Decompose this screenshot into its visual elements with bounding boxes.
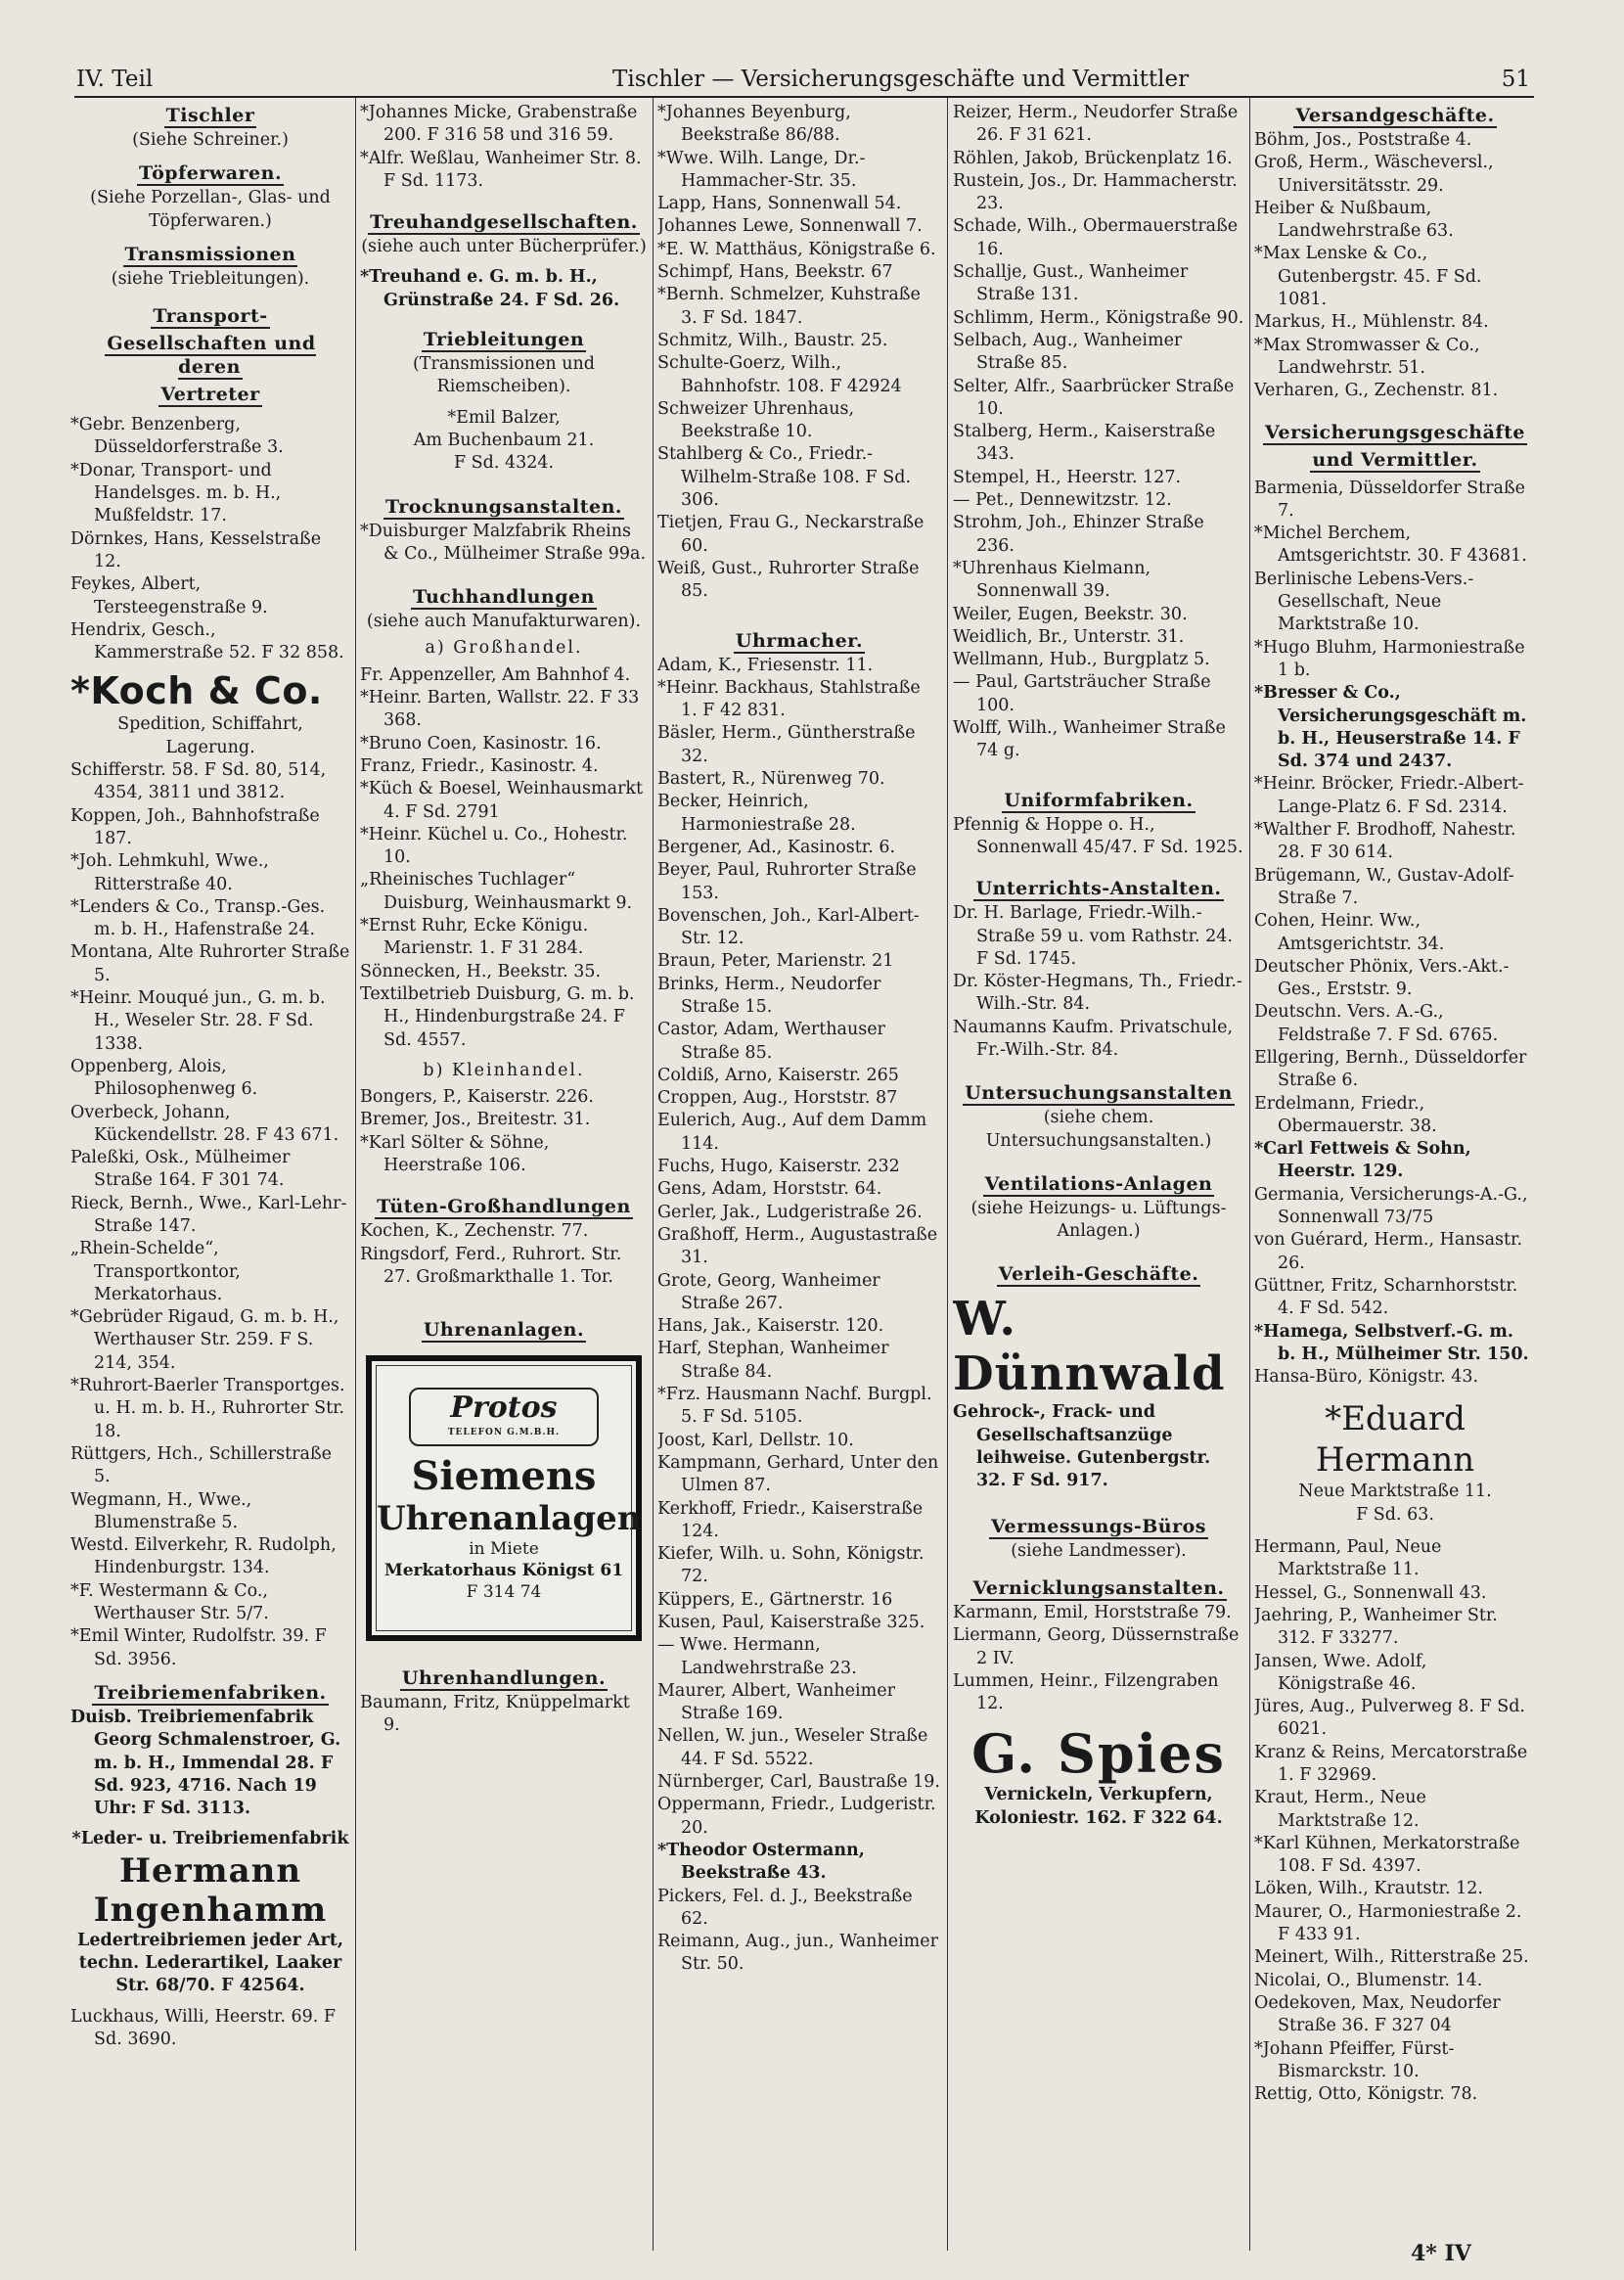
section-note: (siehe chem. Untersuchungsanstalten.) — [985, 1108, 1212, 1151]
list-entry: Harf, Stephan, Wanheimer Straße 84. — [657, 1339, 889, 1382]
section-heading: Tüten-Großhandlungen — [377, 1196, 631, 1218]
list-entry: Braun, Peter, Marienstr. 21 — [657, 951, 894, 972]
ad-line: Vernickeln, Verkupfern, Koloniestr. 162. F 322 64. — [974, 1785, 1223, 1828]
logo-subtext: TELEFON G.M.B.H. — [447, 1428, 561, 1438]
list-entry: Erdelmann, Friedr., Obermauerstr. 38. — [1254, 1093, 1437, 1136]
list-entry: *Max Lenske & Co., Gutenbergstr. 45. F Sd. 1081. — [1254, 244, 1482, 310]
list-entry: *Heinr. Mouqué jun., G. m. b. H., Weseler Str. 28. F Sd. 1338. — [70, 988, 326, 1054]
list-entry: *Bruno Coen, Kasinostr. 16. — [360, 733, 602, 753]
list-entry: Kraut, Herm., Neue Marktstraße 12. — [1254, 1788, 1426, 1831]
list-entry: Oedekoven, Max, Neudorfer Straße 36. F 327 04 — [1254, 1992, 1501, 2036]
list-entry: Graßhoff, Herm., Augustastraße 31. — [657, 1224, 938, 1268]
column-divider — [1249, 98, 1250, 2251]
list-entry: Schulte-Goerz, Wilh., Bahnhofstr. 108. F 42924 — [657, 353, 902, 396]
list-entry: *Duisburger Malzfabrik Rheins & Co., Mülheimer Straße 99a. — [360, 521, 647, 564]
list-entry: *Treuhand e. G. m. b. H., Grünstraße 24. F Sd. 26. — [360, 267, 620, 310]
column-2 — [360, 102, 648, 2245]
list-entry: Hans, Jak., Kaiserstr. 120. — [657, 1316, 884, 1337]
list-entry: Lummen, Heinr., Filzengraben 12. — [953, 1670, 1219, 1714]
list-entry: Maurer, O., Harmoniestraße 2. F 433 91. — [1254, 1901, 1522, 1945]
list-entry: Böhm, Jos., Poststraße 4. — [1254, 130, 1472, 150]
list-entry: Jaehring, P., Wanheimer Str. 312. F 33277. — [1254, 1605, 1498, 1649]
list-entry: Selbach, Aug., Wanheimer Straße 85. — [953, 330, 1183, 374]
ad-brand: Siemens — [411, 1453, 597, 1500]
section-heading: Uhrenhandlungen. — [401, 1667, 607, 1690]
list-entry: „Rhein-Schelde“, Transportkontor, Merkatorhaus. — [70, 1239, 241, 1304]
list-entry: Reizer, Herm., Neudorfer Straße 26. F 31 621. — [953, 103, 1239, 146]
list-entry: Germania, Versicherungs-A.-G., Sonnenwall 73/75 — [1254, 1184, 1528, 1228]
ad-frame — [376, 1365, 642, 1631]
list-entry: *Michel Berchem, Amtsgerichtstr. 30. F 43681. — [1254, 524, 1527, 567]
section-heading: Trocknungsanstalten. — [384, 495, 623, 518]
list-entry: Schimpf, Hans, Beekstr. 67 — [657, 262, 893, 283]
list-entry: Rieck, Bernh., Wwe., Karl-Lehr-Straße 147. — [70, 1193, 347, 1236]
section-heading: Unterrichts-Anstalten. — [975, 878, 1222, 900]
list-entry: Brügemann, W., Gustav-Adolf-Straße 7. — [1254, 865, 1514, 908]
list-entry: Franz, Friedr., Kasinostr. 4. — [360, 755, 599, 776]
list-entry: *Emil Balzer, — [447, 407, 561, 428]
list-entry: Berlinische Lebens-Vers.-Gesellschaft, Neue Marktstraße 10. — [1254, 569, 1474, 635]
section-heading: Uhrmacher. — [735, 629, 864, 652]
list-entry: Tietjen, Frau G., Neckarstraße 60. — [657, 513, 925, 556]
list-entry: F Sd. 4324. — [453, 453, 555, 474]
list-entry: Gerler, Jak., Ludgeristraße 26. — [657, 1202, 923, 1222]
list-entry: Johannes Lewe, Sonnenwall 7. — [657, 216, 923, 237]
list-entry: Stahlberg & Co., Friedr.-Wilhelm-Straße 108. F Sd. 306. — [657, 444, 912, 511]
list-entry: Stalberg, Herm., Kaiserstraße 343. — [953, 422, 1216, 465]
ad-line: Ledertreibriemen jeder Art, techn. Lederartikel, Laaker Str. 68/70. F 42564. — [77, 1930, 343, 1996]
advertiser-name: W. Dünnwald — [953, 1292, 1226, 1402]
section-heading: Vertreter — [160, 384, 260, 406]
section-heading: Uhrenanlagen. — [423, 1319, 585, 1342]
ad-product: Uhrenanlagen — [377, 1499, 642, 1539]
list-entry: Verharen, G., Zechenstr. 81. — [1254, 381, 1499, 401]
section-heading: Untersuchungsanstalten — [965, 1082, 1233, 1105]
section-heading: Tuchhandlungen — [413, 586, 595, 609]
list-entry: Naumanns Kaufm. Privatschule, Fr.-Wilh.-Str. 84. — [953, 1017, 1234, 1060]
section-heading: Transport- — [153, 305, 268, 328]
list-entry: Kerkhoff, Friedr., Kaiserstraße 124. — [657, 1498, 924, 1541]
list-entry: Weiß, Gust., Ruhrorter Straße 85. — [657, 558, 920, 602]
list-entry: Pfennig & Hoppe o. H., Sonnenwall 45/47. F Sd. 1925. — [953, 814, 1243, 857]
list-entry: Oppenberg, Alois, Philosophenweg 6. — [70, 1056, 258, 1100]
section-heading: Versandgeschäfte. — [1295, 105, 1495, 126]
list-entry: Maurer, Albert, Wanheimer Straße 169. — [657, 1680, 895, 1724]
list-entry: Küppers, E., Gärtnerstr. 16 — [657, 1589, 893, 1610]
list-entry: Sönnecken, H., Beekstr. 35. — [360, 961, 602, 981]
list-entry: Reimann, Aug., jun., Wanheimer Str. 50. — [657, 1932, 938, 1975]
list-entry: *Karl Kühnen, Merkatorstraße 108. F Sd. 4397. — [1254, 1833, 1520, 1877]
list-entry: *Johannes Beyenburg, Beekstraße 86/88. — [657, 103, 851, 146]
column-4 — [953, 102, 1244, 2245]
list-entry: *Hamega, Selbstverf.-G. m. b. H., Mülheimer Str. 150. — [1254, 1321, 1529, 1364]
ad-line: in Miete — [469, 1539, 539, 1560]
advertiser-name: Hermann Ingenhamm — [93, 1850, 328, 1930]
section-heading: und Vermittler. — [1312, 448, 1478, 471]
list-entry: *E. W. Matthäus, Königstraße 6. — [657, 239, 936, 259]
subsection-heading: b) Kleinhandel. — [423, 1060, 585, 1080]
list-entry: Rüttgers, Hch., Schillerstraße 5. — [70, 1443, 332, 1487]
header-title: Tischler — Versicherungsgeschäfte und Vermittler — [612, 67, 1190, 92]
column-divider — [355, 98, 356, 2251]
list-entry: Paleßki, Osk., Mülheimer Straße 164. F 301 74. — [70, 1148, 291, 1191]
ad-line: Merkatorhaus Königst 61 — [383, 1561, 624, 1581]
list-entry: Bongers, P., Kaiserstr. 226. — [360, 1087, 594, 1108]
list-entry: — Paul, Gartsträucher Straße 100. — [953, 672, 1211, 715]
list-entry: Wellmann, Hub., Burgplatz 5. — [953, 650, 1210, 670]
list-entry: Coldiß, Arno, Kaiserstr. 265 — [657, 1065, 899, 1085]
list-entry: *Gebr. Benzenberg, Düsseldorferstraße 3. — [70, 415, 284, 458]
list-entry: Kampmann, Gerhard, Unter den Ulmen 87. — [657, 1452, 939, 1496]
section-heading: Versicherungsgeschäfte — [1265, 421, 1525, 443]
list-entry: Nicolai, O., Blumenstr. 14. — [1254, 1970, 1483, 1990]
section-note: (siehe Heizungs- u. Lüftungs-Anlagen.) — [970, 1198, 1227, 1242]
ad-line: Neue Marktstraße 11. — [1298, 1482, 1492, 1502]
list-entry: Markus, H., Mühlenstr. 84. — [1254, 312, 1489, 333]
list-entry: *F. Westermann & Co., Werthauser Str. 5/7. — [70, 1580, 269, 1624]
column-divider — [947, 98, 948, 2251]
list-entry: Hendrix, Gesch., Kammerstraße 52. F 32 858. — [70, 619, 344, 663]
page-number: 51 — [1501, 67, 1530, 92]
page-footer: 4* IV — [1411, 2241, 1471, 2266]
list-entry: *Walther F. Brodhoff, Nahestr. 28. F 30 614. — [1254, 820, 1516, 863]
list-entry: Barmenia, Düsseldorfer Straße 7. — [1254, 478, 1525, 521]
list-entry: Cohen, Heinr. Ww., Amtsgerichtstr. 34. — [1254, 911, 1445, 954]
section-heading: Verleih-Geschäfte. — [998, 1263, 1199, 1286]
list-entry: Castor, Adam, Werthauser Straße 85. — [657, 1020, 885, 1063]
siemens-advertisement — [366, 1355, 642, 1641]
list-entry: Textilbetrieb Duisburg, G. m. b. H., Hindenburgstraße 24. F Sd. 4557. — [360, 983, 635, 1050]
list-entry: Hermann, Paul, Neue Marktstraße 11. — [1254, 1537, 1442, 1580]
list-entry: Rettig, Otto, Königstr. 78. — [1254, 2084, 1478, 2105]
list-entry: *Gebrüder Rigaud, G. m. b. H., Werthauser Str. 259. F S. 214, 354. — [70, 1307, 339, 1373]
ad-line: *Leder- u. Treibriemenfabrik — [71, 1829, 349, 1849]
section-heading: Vermessungs-Büros — [991, 1515, 1206, 1537]
list-entry: Löken, Wilh., Krautstr. 12. — [1254, 1879, 1483, 1899]
list-entry: *Uhrenhaus Kielmann, Sonnenwall 39. — [953, 558, 1151, 602]
list-entry: Dr. H. Barlage, Friedr.-Wilh.-Straße 59 u. vom Rathstr. 24. F Sd. 1745. — [953, 903, 1233, 969]
section-note: (Siehe Porzellan-, Glas- und Töpferwaren.) — [90, 188, 331, 231]
list-entry: *Wwe. Wilh. Lange, Dr.-Hammacher-Str. 35. — [657, 148, 866, 191]
list-entry: Eulerich, Aug., Auf dem Damm 114. — [657, 1111, 927, 1154]
list-entry: Meinert, Wilh., Ritterstraße 25. — [1254, 1947, 1529, 1968]
list-entry: *Carl Fettweis & Sohn, Heerstr. 129. — [1254, 1139, 1471, 1182]
section-note: (siehe auch unter Bücherprüfer.) — [361, 237, 647, 257]
list-entry: Bremer, Jos., Breitestr. 31. — [360, 1110, 591, 1130]
list-entry: Fr. Appenzeller, Am Bahnhof 4. — [360, 664, 631, 685]
list-entry: *Donar, Transport- und Handelsges. m. b. H., Mußfeldstr. 17. — [70, 460, 282, 526]
list-entry: Deutschn. Vers. A.-G., Feldstraße 7. F Sd. 6765. — [1254, 1002, 1499, 1045]
list-entry: *Max Stromwasser & Co., Landwehrstr. 51. — [1254, 335, 1480, 378]
section-heading: Treibriemenfabriken. — [94, 1681, 327, 1704]
list-entry: Schallje, Gust., Wanheimer Straße 131. — [953, 262, 1189, 305]
header-part: IV. Teil — [76, 67, 154, 92]
list-entry: Röhlen, Jakob, Brückenplatz 16. — [953, 148, 1233, 168]
list-entry: Stempel, H., Heerstr. 127. — [953, 467, 1182, 487]
list-entry: Becker, Heinrich, Harmoniestraße 28. — [657, 792, 856, 835]
list-entry: Liermann, Georg, Düssernstraße 2 IV. — [953, 1625, 1240, 1668]
list-entry: Güttner, Fritz, Scharnhorststr. 4. F Sd. 542. — [1254, 1275, 1518, 1319]
list-entry: von Guérard, Herm., Hansastr. 26. — [1254, 1230, 1523, 1273]
list-entry: *Küch & Boesel, Weinhausmarkt 4. F Sd. 2791 — [360, 779, 644, 822]
list-entry: Bäsler, Herm., Güntherstraße 32. — [657, 723, 916, 766]
list-entry: Grote, Georg, Wanheimer Straße 267. — [657, 1270, 880, 1313]
list-entry: Schmitz, Wilh., Baustr. 25. — [657, 330, 888, 350]
list-entry: *Alfr. Weßlau, Wanheimer Str. 8. F Sd. 1173. — [360, 148, 642, 191]
list-entry: Karmann, Emil, Horststraße 79. — [953, 1602, 1232, 1622]
section-heading: Vernicklungsanstalten. — [972, 1576, 1225, 1599]
list-entry: Deutscher Phönix, Vers.-Akt.-Ges., Erststr. 9. — [1254, 956, 1510, 1000]
ad-line: F 314 74 — [466, 1582, 542, 1603]
advertiser-name: *Koch & Co. — [70, 669, 323, 713]
list-entry: Nürnberger, Carl, Baustraße 19. — [657, 1772, 940, 1793]
column-3 — [657, 102, 941, 2245]
section-heading: Transmissionen — [124, 243, 296, 265]
list-entry: — Pet., Dennewitzstr. 12. — [953, 490, 1172, 511]
ad-line: Spedition, Schiffahrt, — [117, 714, 303, 735]
list-entry: Feykes, Albert, Tersteegenstraße 9. — [70, 574, 268, 617]
section-heading: Tischler — [165, 105, 255, 126]
list-entry: *Heinr. Küchel u. Co., Hohestr. 10. — [360, 824, 628, 868]
list-entry: Westd. Eilverkehr, R. Rudolph, Hindenburgstr. 134. — [70, 1535, 337, 1578]
list-entry: Heiber & Nußbaum, Landwehrstraße 63. — [1254, 198, 1454, 242]
list-entry: Croppen, Aug., Horststr. 87 — [657, 1088, 898, 1109]
list-entry: Nellen, W. jun., Weseler Straße 44. F Sd. 5522. — [657, 1726, 928, 1769]
list-entry: Oppermann, Friedr., Ludgeristr. 20. — [657, 1795, 936, 1838]
list-entry: Dr. Köster-Hegmans, Th., Friedr.-Wilh.-Str. 84. — [953, 972, 1242, 1015]
section-note: (Transmissionen und Riemscheiben). — [412, 354, 596, 397]
list-entry: *Johann Pfeiffer, Fürst-Bismarckstr. 10. — [1254, 2038, 1455, 2081]
list-entry: *Heinr. Barten, Wallstr. 22. F 33 368. — [360, 688, 640, 731]
list-entry: Jansen, Wwe. Adolf, Königstraße 46. — [1254, 1651, 1427, 1694]
list-entry: Wolff, Wilh., Wanheimer Straße 74 g. — [953, 718, 1226, 761]
list-entry: Koppen, Joh., Bahnhofstraße 187. — [70, 805, 320, 848]
list-entry: Hansa-Büro, Königstr. 43. — [1254, 1367, 1479, 1388]
list-entry: *Emil Winter, Rudolfstr. 39. F Sd. 3956. — [70, 1626, 327, 1669]
ad-line: F Sd. 63. — [1356, 1504, 1434, 1525]
advertiser-name: *Eduard Hermann — [1315, 1399, 1475, 1481]
list-entry: *Heinr. Bröcker, Friedr.-Albert-Lange-Platz 6. F Sd. 2314. — [1254, 774, 1524, 817]
section-note: (siehe Triebleitungen). — [111, 268, 310, 289]
header-rule — [74, 96, 1534, 98]
list-entry: Brinks, Herm., Neudorfer Straße 15. — [657, 974, 881, 1017]
list-entry: Baumann, Fritz, Knüppelmarkt 9. — [360, 1693, 630, 1736]
protos-logo — [409, 1388, 599, 1446]
subsection-heading: a) Großhandel. — [425, 638, 583, 659]
list-entry: „Rheinisches Tuchlager“ Duisburg, Weinhausmarkt 9. — [360, 870, 633, 913]
advertiser-name: G. Spies — [971, 1722, 1226, 1786]
list-entry: Bovenschen, Joh., Karl-Albert-Str. 12. — [657, 905, 920, 949]
list-entry: Schifferstr. 58. F Sd. 80, 514, 4354, 3811 und 3812. — [70, 760, 327, 803]
list-entry: Kochen, K., Zechenstr. 77. — [360, 1221, 589, 1242]
list-entry: Duisb. Treibriemenfabrik Georg Schmalenstroer, G. m. b. H., Immendal 28. F Sd. 923, 4716. Nach 19 Uhr: F Sd. 3113. — [70, 1707, 341, 1819]
list-entry: *Lenders & Co., Transp.-Ges. m. b. H., Hafenstraße 24. — [70, 896, 326, 940]
list-entry: Bergener, Ad., Kasinostr. 6. — [657, 837, 896, 857]
list-entry: *Johannes Micke, Grabenstraße 200. F 316 58 und 316 59. — [360, 103, 638, 146]
column-1 — [70, 102, 350, 2245]
list-entry: Luckhaus, Willi, Heerstr. 69. F Sd. 3690. — [70, 2006, 337, 2049]
list-entry: Groß, Herm., Wäscheversl., Universitätsstr. 29. — [1254, 153, 1494, 196]
list-entry: *Heinr. Backhaus, Stahlstraße 1. F 42 831. — [657, 677, 921, 721]
list-entry: Pickers, Fel. d. J., Beekstraße 62. — [657, 1886, 913, 1929]
section-note: (Siehe Schreiner.) — [132, 130, 289, 150]
list-entry: Joost, Karl, Dellstr. 10. — [657, 1430, 854, 1450]
list-entry: Am Buchenbaum 21. — [413, 430, 595, 450]
list-entry: Hessel, G., Sonnenwall 43. — [1254, 1582, 1487, 1603]
section-heading: Uniformfabriken. — [1004, 789, 1194, 811]
section-heading: Treuhandgesellschaften. — [370, 211, 638, 234]
page-header — [76, 65, 1530, 98]
list-entry: Schweizer Uhrenhaus, Beekstraße 10. — [657, 398, 855, 442]
section-heading: Gesellschaften und deren — [107, 333, 316, 379]
list-entry: Schade, Wilh., Obermauerstraße 16. — [953, 216, 1239, 259]
list-entry: *Hugo Bluhm, Harmoniestraße 1 b. — [1254, 637, 1525, 680]
list-entry: Weidlich, Br., Unterstr. 31. — [953, 626, 1185, 647]
list-entry: Jüres, Aug., Pulverweg 8. F Sd. 6021. — [1254, 1697, 1525, 1740]
section-heading: Töpferwaren. — [138, 162, 283, 185]
list-entry: Overbeck, Johann, Kückendellstr. 28. F 43 671. — [70, 1102, 339, 1145]
list-entry: *Theodor Ostermann, Beekstraße 43. — [657, 1840, 865, 1884]
list-entry: Kiefer, Wilh. u. Sohn, Königstr. 72. — [657, 1544, 925, 1587]
list-entry: Ringsdorf, Ferd., Ruhrort. Str. 27. Großmarkthalle 1. Tor. — [360, 1244, 622, 1287]
list-entry: *Bernh. Schmelzer, Kuhstraße 3. F Sd. 1847. — [657, 285, 921, 328]
list-entry: *Frz. Hausmann Nachf. Burgpl. 5. F Sd. 5105. — [657, 1385, 932, 1428]
list-entry: Schlimm, Herm., Königstraße 90. — [953, 307, 1244, 328]
list-entry: Bastert, R., Nürenweg 70. — [657, 769, 885, 790]
list-entry: Dörnkes, Hans, Kesselstraße 12. — [70, 528, 322, 571]
list-entry: *Joh. Lehmkuhl, Wwe., Ritterstraße 40. — [70, 851, 269, 894]
list-entry: Montana, Alte Ruhrorter Straße 5. — [70, 942, 350, 985]
list-entry: Weiler, Eugen, Beekstr. 30. — [953, 604, 1188, 624]
ad-line: Lagerung. — [165, 737, 255, 757]
list-entry: Wegmann, H., Wwe., Blumenstraße 5. — [70, 1489, 252, 1532]
list-entry: *Bresser & Co., Versicherungsgeschäft m. b. H., Heuserstraße 14. F Sd. 374 und 2437. — [1254, 683, 1527, 772]
list-entry: Beyer, Paul, Ruhrorter Straße 153. — [657, 860, 917, 903]
column-divider — [653, 98, 654, 2251]
list-entry: Lapp, Hans, Sonnenwall 54. — [657, 194, 902, 214]
list-entry: — Wwe. Hermann, Landwehrstraße 23. — [657, 1635, 857, 1678]
section-note: (siehe auch Manufakturwaren). — [366, 612, 642, 632]
list-entry: Kusen, Paul, Kaiserstraße 325. — [657, 1613, 925, 1632]
column-5 — [1254, 102, 1536, 2245]
ad-line: Gehrock-, Frack- und Gesellschaftsanzüge leihweise. Gutenbergstr. 32. F Sd. 917. — [953, 1402, 1211, 1491]
list-entry: Fuchs, Hugo, Kaiserstr. 232 — [657, 1157, 900, 1177]
section-heading: Ventilations-Anlagen — [984, 1172, 1213, 1195]
list-entry: *Karl Sölter & Söhne, Heerstraße 106. — [360, 1132, 550, 1175]
section-heading: Triebleitungen — [423, 329, 585, 351]
list-entry: Selter, Alfr., Saarbrücker Straße 10. — [953, 376, 1235, 419]
list-entry: Gens, Adam, Horststr. 64. — [657, 1179, 882, 1200]
list-entry: *Ruhrort-Baerler Transportges. u. H. m. b. H., Ruhrorter Str. 18. — [70, 1376, 345, 1441]
list-entry: Kranz & Reins, Mercatorstraße 1. F 32969. — [1254, 1742, 1528, 1785]
list-entry: *Ernst Ruhr, Ecke Königu. Marienstr. 1. F 31 284. — [360, 916, 589, 959]
list-entry: Ellgering, Bernh., Düsseldorfer Straße 6. — [1254, 1047, 1527, 1091]
logo-text: Protos — [450, 1391, 558, 1426]
list-entry: Strohm, Joh., Ehinzer Straße 236. — [953, 513, 1204, 556]
section-note: (siehe Landmesser). — [1011, 1540, 1187, 1561]
list-entry: Adam, K., Friesenstr. 11. — [657, 655, 874, 675]
list-entry: Rustein, Jos., Dr. Hammacherstr. 23. — [953, 170, 1238, 214]
